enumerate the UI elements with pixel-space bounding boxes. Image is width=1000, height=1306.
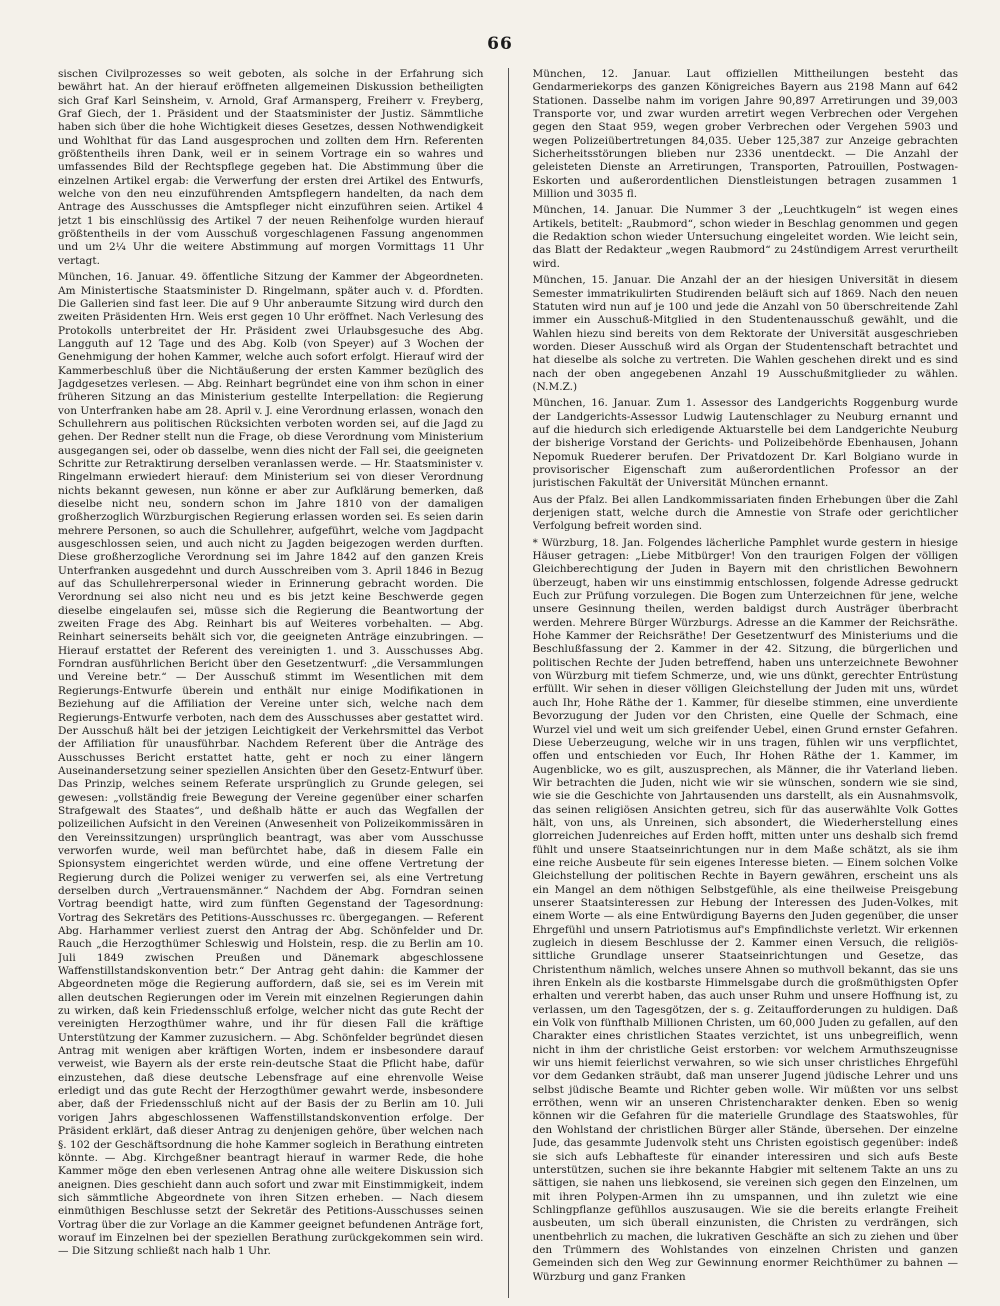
article-paragraph: München, 16. Januar. 49. öffentliche Sitzung der Kammer der Abgeordneten. Am Ministertische Staatsminister D. Ringelmann, später auch v. d. Pfordten. Die Gallerien sind fast leer. Die auf 9 Uhr anberaumte Sitzung wird durch den zweiten Präsidenten Hrn. Weis erst gegen 10 Uhr eröffnet. Nach Verlesung des Protokolls unterbreitet der Hr. Präsident zwei Urlaubsgesuche des Abg. Langguth auf 12 Tage und des Abg. Kolb (von Speyer) auf 3 Wochen der Genehmigung der hohen Kammer, welche auch sofort erfolgt. Hierauf wird der Kammerbeschluß über die Nichtäußerung der ersten Kammer bezüglich des Jagdgesetzes verlesen. — Abg. Reinhart begründet eine von ihm schon in einer früheren Sitzung an das Ministerium gestellte Interpellation: die Regierung von Unterfranken habe am 28. April v. J. eine Verordnung erlassen, wonach den Schullehrern aus politischen Rücksichten verboten worden sei, auf die Jagd zu gehen. Der Redner stellt nun die Frage, ob diese Verordnung vom Ministerium ausgegangen sei, oder ob dasselbe, wenn dies nicht der Fall sei, die geeigneten Schritte zur Retraktirung derselben veranlassen werde. — Hr. Staatsminister v. Ringelmann erwiedert hierauf: dem Ministerium sei von dieser Verordnung nichts bekannt gewesen, nun könne er aber zur Aufklärung bemerken, daß dieselbe nicht neu, sondern schon im Jahre 1810 von der damaligen großherzoglich Würzburgischen Regierung erlassen worden sei. Es seien darin mehrere Personen, so auch die Schullehrer, aufgeführt, welche vom Jagdpacht ausgeschlossen seien, und auch nicht zu Jagden beigezogen werden durften. Diese großherzogliche Verordnung sei im Jahre 1842 auf den ganzen Kreis Unterfranken ausgedehnt und durch Ausschreiben vom 3. April 1846 in Bezug auf das Schullehrerpersonal wieder in Erinnerung gebracht worden. Die Verordnung sei also nicht neu und es bis jetzt keine Beschwerde gegen dieselbe eingelaufen sei, müsse sich die Regierung die Beantwortung der zweiten Frage des Abg. Reinhart bis auf Weiteres vorbehalten. — Abg. Reinhart seinerseits behält sich vor, die geeigneten Anträge einzubringen. — Hierauf erstattet der Referent des vereinigten 1. und 3. Ausschusses Abg. Forndran ausführlichen Bericht über den Gesetzentwurf: „die Versammlungen und Vereine betr.“ — Der Ausschuß stimmt im Wesentlichen mit dem Regierungs-Entwurfe überein und enthält nur einige Modifikationen in Beziehung auf die Affiliation der Vereine unter sich, welche nach dem Regierungs-Entwurfe verboten, nach dem des Ausschusses aber gestattet wird. Der Ausschuß hält bei der jetzigen Leichtigkeit der Verkehrsmittel das Verbot der Affiliation für unausführbar. Nachdem Referent über die Anträge des Ausschusses Bericht erstattet hatte, geht er noch zu einer längern Auseinandersetzung seiner speziellen Ansichten über den Gesetz-Entwurf über. Das Prinzip, welches seinem Referate ursprünglich zu Grunde gelegen, sei gewesen: „vollständig freie Bewegung der Vereine gegenüber einer scharfen Strafgewalt des Staates“, und deßhalb hätte er auch das Wegfallen der polizeilichen Aufsicht in den Vereinen (Anwesenheit von Polizeikommissären in den Vereinssitzungen) ursprünglich beantragt, was aber vom Ausschusse verworfen wurde, weil man befürchtet habe, daß in diesem Falle ein Spionsystem eingerichtet werden würde, und eine offene Vertretung der Regierung durch die Polizei weniger zu verwerfen sei, als eine Vertretung derselben durch „Vertrauensmänner.“ Nachdem der Abg. Forndran seinen Vortrag beendigt hatte, wird zum fünften Gegenstand der Tagesordnung: Vortrag des Sekretärs des Petitions-Ausschusses rc. übergegangen. — Referent Abg. Harhammer verliest zuerst den Antrag der Abg. Schönfelder und Dr. Rauch „die Herzogthümer Schleswig und Holstein, resp. die zu Berlin am 10. Juli 1849 zwischen Preußen und Dänemark abgeschlossene Waffenstillstandskonvention betr.“ Der Antrag geht dahin: die Kammer der Abgeordneten möge die Regierung auffordern, daß sie, sei es im Verein mit allen deutschen Regierungen oder im Verein mit einzelnen Regierungen dahin zu wirken, daß kein Friedensschluß erfolge, welcher nicht das gute Recht der vereinigten Herzogthümer wahre, und ihr für diesen Fall die kräftige Unterstützung der Kammer zuzusichern. — Abg. Schönfelder begründet diesen Antrag mit wenigen aber kräftigen Worten, indem er insbesondere darauf verweist, wie Bayern als der erste rein-deutsche Staat die Pflicht habe, dafür einzustehen, daß diese deutsche Lebensfrage auf eine ehrenvolle Weise erledigt und das gute Recht der Herzogthümer gewahrt werde, insbesondere aber, daß der Friedensschluß nicht auf der Basis der zu Berlin am 10. Juli vorigen Jahrs abgeschlossenen Waffenstillstandskonvention erfolge. Der Präsident erklärt, daß dieser Antrag zu denjenigen gehöre, über welchen nach §. 102 der Geschäftsordnung die hohe Kammer sogleich in Berathung eintreten könnte. — Abg. Kirchgeßner beantragt hierauf in warmer Rede, die hohe Kammer möge den eben verlesenen Antrag ohne alle weitere Diskussion sich aneignen. Dies geschieht dann auch sofort und zwar mit Einstimmigkeit, indem sich sämmtliche Abgeordnete von ihren Sitzen erheben. — Nach diesem einmüthigen Beschlusse setzt der Sekretär des Petitions-Ausschusses seinen Vortrag über die zur Vorlage an die Kammer geeignet befundenen Anträge fort, worauf im Einzelnen bei der speziellen Berathung zurückgekommen sein wird. — Die Sitzung schließt nach halb 1 Uhr. [58,271,484,1258]
left-column [58,68,484,1298]
article-paragraph: München, 12. Januar. Laut offiziellen Mittheilungen besteht das Gendarmeriekorps des ganzen Königreiches Bayern aus 2198 Mann auf 642 Stationen. Dasselbe nahm im vorigen Jahre 90,897 Arretirungen und 39,003 Transporte vor, und zwar wurden arretirt wegen Verbrechen oder Vergehen gegen den Staat 959, wegen grober Verbrechen oder Vergehen 5903 und wegen Polizeiübertretungen 84,035. Ueber 125,387 zur Anzeige gebrachten Sicherheitsstörungen blieben nur 2336 unentdeckt. — Die Anzahl der geleisteten Dienste an Arretirungen, Transporten, Patrouillen, Postwagen-Eskorten und außerordentlichen Dienstleistungen betragen zusammen 1 Million und 3035 fl. [532,68,958,201]
right-column [533,68,959,1298]
column-divider [508,68,509,1298]
page-number: 66 [487,34,513,54]
article-paragraph: Aus der Pfalz. Bei allen Landkommissariaten finden Erhebungen über die Zahl derjenigen statt, welche durch die Amnestie von Strafe oder gerichtlicher Verfolgung befreit worden sind. [532,493,958,533]
article-paragraph: München, 15. Januar. Die Anzahl der an der hiesigen Universität in diesem Semester immatrikulirten Studirenden beläuft sich auf 1869. Nach den neuen Statuten wird nun auf je 100 und jede die Anzahl von 50 überschreitende Zahl immer ein Ausschuß-Mitglied in den Studentenausschuß gewählt, und die Wahlen hiezu sind bereits von dem Rektorate der Universität ausgeschrieben worden. Dieser Ausschuß wird als Organ der Studentenschaft betrachtet und hat dieselbe als solche zu vertreten. Die Wahlen geschehen direkt und es sind nach der oben angegebenen Anzahl 19 Ausschußmitglieder zu wählen. (N.M.Z.) [532,274,958,393]
article-paragraph: sischen Civilprozesses so weit geboten, als solche in der Erfahrung sich bewährt hat. An der hierauf eröffneten allgemeinen Diskussion betheiligten sich Graf Karl Seinsheim, v. Arnold, Graf Armansperg, Freiherr v. Freyberg, Graf Giech, der 1. Präsident und der Staatsminister der Justiz. Sämmtliche haben sich über die hohe Wichtigkeit dieses Gesetzes, dessen Nothwendigkeit und Wohlthat für das Land ausgesprochen und zollten dem Hrn. Referenten größtentheils ihren Dank, weil er in seinem Vortrage ein so wahres und umfassendes Bild der Rechtspflege gegeben hat. Die Abstimmung über die einzelnen Artikel ergab: die Verwerfung der ersten drei Artikel des Entwurfs, welche von den neu einzuführenden Amtspflegern handelten, da nach dem Antrage des Ausschusses die Amtspfleger nicht einzuführen seien. Artikel 4 jetzt 1 bis einschlüssig des Artikel 7 der neuen Reihenfolge wurden hierauf größtentheils in der vom Ausschuß vorgeschlagenen Fassung angenommen und um 2¼ Uhr die weitere Abstimmung auf morgen Vormittags 11 Uhr vertagt. [58,68,484,267]
article-paragraph: * Würzburg, 18. Jan. Folgendes lächerliche Pamphlet wurde gestern in hiesige Häuser getragen: „Liebe Mitbürger! Von den traurigen Folgen der völligen Gleichberechtigung der Juden in Bayern mit den christlichen Bewohnern überzeugt, haben wir uns einstimmig entschlossen, folgende Adresse gedruckt Euch zur Prüfung vorzulegen. Die Bogen zum Unterzeichnen für jene, welche unsere Gesinnung theilen, werden baldigst durch Austräger überbracht werden. Mehrere Bürger Würzburgs. Adresse an die Kammer der Reichsräthe. Hohe Kammer der Reichsräthe! Der Gesetzentwurf des Ministeriums und die Beschlußfassung der 2. Kammer in der 42. Sitzung, die bürgerlichen und politischen Rechte der Juden betreffend, haben uns unterzeichnete Bewohner von Würzburg mit tiefem Schmerze, und, wie uns dünkt, gerechter Entrüstung erfüllt. Wir sehen in dieser völligen Gleichstellung der Juden mit uns, würdet auch Ihr, Hohe Räthe der 1. Kammer, für dieselbe stimmen, eine unverdiente Bevorzugung der Juden vor den Christen, eine Quelle der Schmach, eine Wurzel viel und weit um sich greifender Uebel, einen Grund ernster Gefahren. Diese Ueberzeugung, welche wir in uns tragen, fühlen wir uns verpflichtet, offen und entschieden vor Euch, Ihr Hohen Räthe der 1. Kammer, im Augenblicke, wo es gilt, auszusprechen, als Männer, die ihr Vaterland lieben. Wir betrachten die Juden, nicht wie wir sie wünschen, sondern wie sie sind, wie sie die Geschichte von Jahrtausenden uns darstellt, als ein Ausnahmsvolk, das seinen religiösen Ansichten getreu, sich für das auserwählte Volk Gottes hält, von uns, als Unreinen, sich absondert, die Wiederherstellung eines glorreichen Judenreiches auf Erden hofft, mitten unter uns deshalb sich fremd fühlt und unsere Staatseinrichtungen nur in dem Maße schätzt, als sie ihm eine reiche Ausbeute für sein eigenes Interesse bieten. — Einem solchen Volke Gleichstellung der politischen Rechte in Bayern gewähren, erscheint uns als ein Mangel an dem nöthigen Selbstgefühle, als eine theilweise Preisgebung unserer Staatsinteressen zur Hebung der Interessen des Juden-Volkes, mit einem Worte — als eine Entwürdigung Bayerns den Juden gegenüber, die unser Ehrgefühl und unsern Patriotismus auf's Empfindlichste verletzt. Wir erkennen zugleich in diesem Beschlusse der 2. Kammer einen Versuch, die religiös-sittliche Grundlage unserer Staatseinrichtungen und Gesetze, das Christenthum nämlich, welches unsere Ahnen so muthvoll bekannt, das sie uns ihren Enkeln als die kostbarste Himmelsgabe durch die großmüthigsten Opfer erhalten und vererbt haben, das auch unser Ruhm und unsere Hoffnung ist, zu verlassen, um den Tagesgötzen, der s. g. Zeitaufforderungen zu huldigen. Daß ein Volk von fünfthalb Millionen Christen, um 60,000 Juden zu gefallen, auf den Charakter eines christlichen Staates verzichtet, ist uns unbegreiflich, wenn nicht in ihm der christliche Geist erstorben: vor welchem Armuthszeugnisse wir uns hiemit feierlichst verwahren, so wie sich unser christliches Ehrgefühl vor dem Gedanken sträubt, daß man unserer Jugend jüdische Lehrer und uns selbst jüdische Beamte und Richter geben wolle. Wir müßten vor uns selbst erröthen, wenn wir an unseren Christencharakter denken. Eben so wenig können wir die Gefahren für die materielle Grundlage des Staatswohles, für den Wohlstand der christlichen Bürger aller Stände, übersehen. Der einzelne Jude, das gesammte Judenvolk steht uns Christen egoistisch gegenüber: indeß sie sich aufs Lebhafteste für einander interessiren und sich aufs Beste unterstützen, suchen sie ihre bekannte Habgier mit seltenem Takte an uns zu sättigen, sie nahen uns liebkosend, sie vereinen sich gegen den Einzelnen, um mit ihren Polypen-Armen ihn zu umspannen, und ihn zuletzt wie eine Schlingpflanze gefühllos auszusaugen. Wie sie die bereits erlangte Freiheit ausbeuten, um sich überall einzunisten, die Christen zu verdrängen, sich unentbehrlich zu machen, die lukrativen Geschäfte an sich zu ziehen und über den Trümmern des Wohlstandes von einzelnen Christen und ganzen Gemeinden sich den Weg zur Gewinnung enormer Reichthümer zu bahnen — Würzburg und ganz Franken [532,536,958,1283]
article-paragraph: München, 16. Januar. Zum 1. Assessor des Landgerichts Roggenburg wurde der Landgerichts-Assessor Ludwig Lautenschlager zu Neuburg ernannt und auf die hiedurch sich erledigende Aktuarstelle bei dem Landgerichte Neuburg der bisherige Vorstand der Gerichts- und Polizeibehörde Ebenhausen, Johann Nepomuk Ruederer berufen. Der Privatdozent Dr. Karl Bolgiano wurde in provisorischer Eigenschaft zum außerordentlichen Professor an der juristischen Fakultät der Universität München ernannt. [532,397,958,490]
article-paragraph: München, 14. Januar. Die Nummer 3 der „Leuchtkugeln“ ist wegen eines Artikels, betitelt: „Raubmord“, schon wieder in Beschlag genommen und gegen die Redaktion schon wieder Untersuchung eingeleitet worden. Wie leicht sein, das Blatt der Redakteur „wegen Raubmord“ zu 24stündigem Arrest verurtheilt wird. [532,204,958,270]
text-columns [58,68,958,1298]
